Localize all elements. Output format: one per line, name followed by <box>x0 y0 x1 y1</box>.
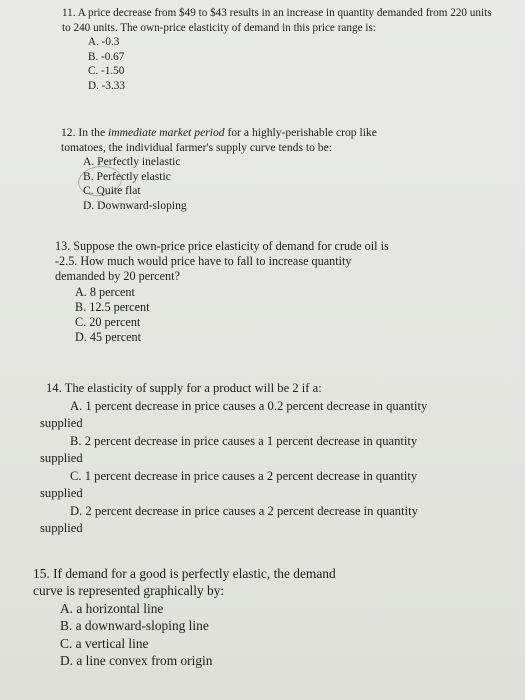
option-b: B. a downward-sloping line <box>60 618 209 634</box>
option-a: A. Perfectly inelastic <box>83 155 181 169</box>
stem-suffix: for a highly-perishable crop like tomatoes, the individual farmer's supply curve tends to be: <box>61 126 377 154</box>
question-stem: 13. Suppose the own-price price elasticity of demand for crude oil is -2.5. How much would price have to fall to increase quantity demanded by 20 percent? <box>55 239 389 284</box>
question-13 <box>55 239 400 345</box>
stem-italic-term: immediate market period <box>108 126 225 139</box>
option-c: C. -1.50 <box>88 65 125 78</box>
question-11 <box>62 6 502 94</box>
option-c: C. 1 percent decrease in price causes a 2 percent decrease in quantity supplied <box>40 468 418 500</box>
question-stem <box>61 126 396 155</box>
question-stem: 15. If demand for a good is perfectly elastic, the demand curve is represented graphically by: <box>33 566 336 599</box>
option-a: A. 8 percent <box>75 284 135 299</box>
question-15 <box>33 565 363 669</box>
stem-prefix: 12. In the <box>61 126 109 139</box>
option-d: D. 45 percent <box>75 330 141 345</box>
option-a: A. -0.3 <box>88 36 120 49</box>
question-stem: 14. The elasticity of supply for a product will be 2 if a: <box>46 381 322 395</box>
option-b: B. Perfectly elastic <box>83 169 171 183</box>
option-b: B. -0.67 <box>88 50 125 63</box>
question-14 <box>40 380 440 538</box>
option-d: D. -3.33 <box>88 79 125 92</box>
option-a: A. 1 percent decrease in price causes a 0.2 percent decrease in quantity supplied <box>40 398 428 430</box>
option-d: D. a line convex from origin <box>60 653 213 669</box>
option-a: A. a horizontal line <box>60 600 164 616</box>
option-b: B. 2 percent decrease in price causes a 1 percent decrease in quantity supplied <box>40 433 418 465</box>
question-stem: 11. A price decrease from $49 to $43 results in an increase in quantity demanded from 220 units to 240 units. The own-price elasticity of demand in this price range is: <box>62 7 492 34</box>
option-c: C. a vertical line <box>60 635 149 651</box>
option-c: C. 20 percent <box>75 315 141 330</box>
question-12 <box>61 126 396 214</box>
option-b: B. 12.5 percent <box>75 299 150 314</box>
option-d: D. Downward-sloping <box>83 198 187 212</box>
option-d: D. 2 percent decrease in price causes a 2 percent decrease in quantity supplied <box>40 503 418 535</box>
option-c: C. Quite flat <box>83 184 141 198</box>
